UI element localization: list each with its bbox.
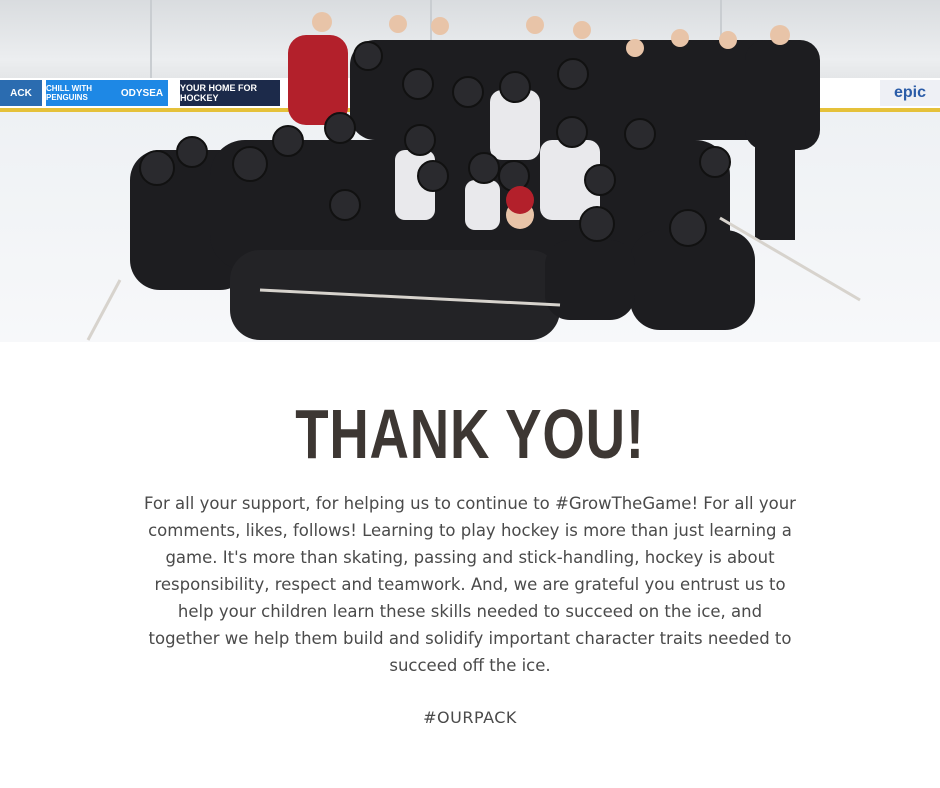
players-group <box>0 0 940 342</box>
board-ad: CHILL WITH PENGUINS <box>46 80 116 106</box>
hashtag: #OURPACK <box>423 708 517 727</box>
headline: THANK YOU! <box>295 395 645 473</box>
board-ad: YOUR HOME FOR HOCKEY <box>180 80 280 106</box>
board-ad: ODYSEA <box>116 80 168 106</box>
team-photo <box>0 0 940 342</box>
board-ad: ACK <box>0 80 42 106</box>
board-ad: epic <box>880 80 940 106</box>
message-section <box>0 342 940 788</box>
thank-you-message: For all your support, for helping us to continue to #GrowTheGame! For all your comments, likes, follows! Learning to play hockey is more than just learning a game. It's more than skating, passing and stick-handling, hockey is about responsibility, respect and teamwork. And, we are grateful you entrust us to help your children learn these skills needed to succeed on the ice, and together we help them build and solidify important character traits needed to succeed off the ice. <box>144 494 796 675</box>
